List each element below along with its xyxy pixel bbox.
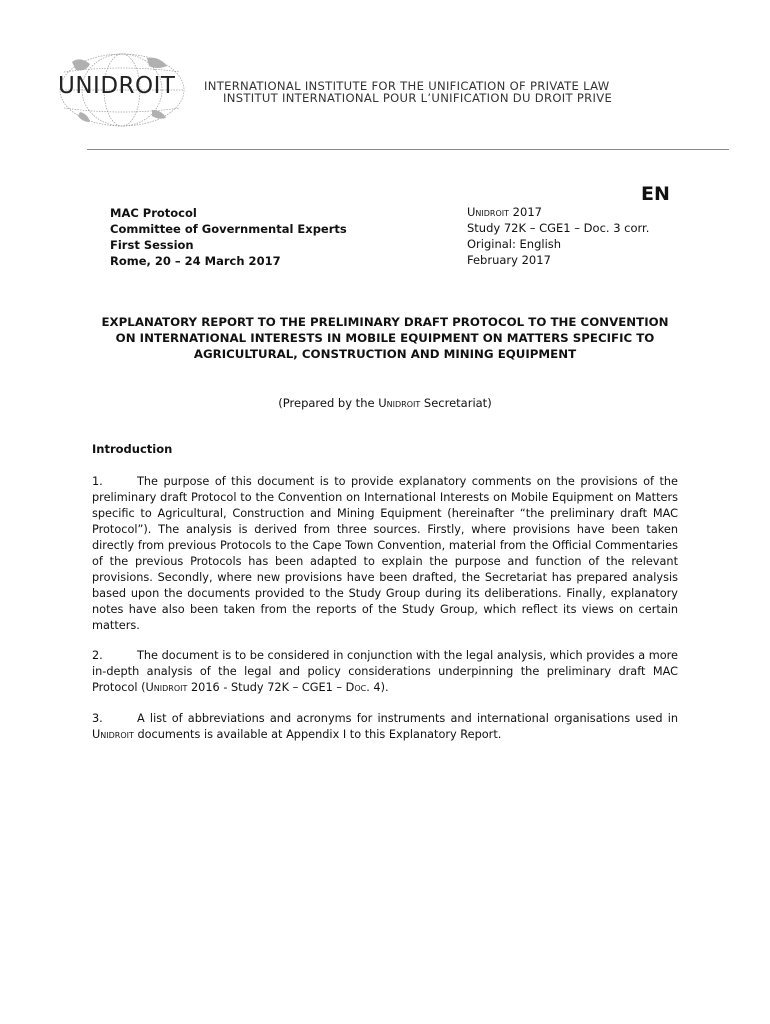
meeting-protocol: MAC Protocol [110, 206, 197, 220]
prepared-org: Unidroit [378, 396, 421, 410]
language-code: EN [641, 183, 670, 205]
doc-date: February 2017 [467, 253, 551, 267]
doc-org: Unidroit [467, 205, 510, 219]
header-divider [87, 149, 729, 150]
paragraph-text: The document is to be considered in conjunction with the legal analysis, which provides a more in-depth analysis of the legal and policy considerations underpinning the preliminary draft MAC Protocol ( [92, 649, 678, 694]
doc-study: Study 72K – CGE1 – Doc. 3 corr. [467, 221, 650, 235]
paragraph-org: Unidroit [145, 681, 188, 694]
meeting-place-date: Rome, 20 – 24 March 2017 [110, 254, 281, 268]
doc-original: Original: English [467, 237, 562, 251]
paragraph-number: 2. [92, 649, 103, 662]
paragraph-org: Unidroit [92, 728, 134, 741]
prepared-before: (Prepared by the [278, 396, 379, 410]
institute-name-en: INTERNATIONAL INSTITUTE FOR THE UNIFICATION OF PRIVATE LAW [204, 79, 610, 93]
meeting-info [110, 205, 347, 269]
paragraph-doc: Doc [345, 681, 367, 694]
paragraph-text: A list of abbreviations and acronyms for instruments and international organisations used in [137, 712, 678, 725]
paragraph-2 [92, 648, 678, 696]
logo-text: UNIDROIT [58, 73, 176, 99]
paragraph-text-end: . 4). [366, 681, 389, 694]
section-heading-introduction: Introduction [92, 442, 173, 456]
paragraph-text-end: documents is available at Appendix I to this Explanatory Report. [133, 728, 502, 741]
paragraph-text: The purpose of this document is to provide explanatory comments on the provisions of the preliminary draft Protocol to the Convention on International Interests on Mobile Equipment on Matters specific to Agricultural, Construction and Mining Equipment (hereinafter “the preliminary draft MAC Protocol”). The analysis is derived from three sources. Firstly, where provisions have been taken directly from previous Protocols to the Cape Town Convention, material from the Official Commentaries of the previous Protocols has been adapted to explain the purpose and function of the relevant provisions. Secondly, where new provisions have been drafted, the Secretariat has prepared analysis based upon the documents provided to the Study Group during its deliberations. Finally, explanatory notes have also been taken from the reports of the Study Group, which reflect its views on certain matters. [92, 475, 678, 632]
institute-name [204, 80, 612, 104]
doc-org-year [467, 204, 649, 220]
doc-year: 2017 [509, 205, 542, 219]
document-reference [467, 204, 649, 268]
paragraph-1 [92, 474, 678, 634]
prepared-by [92, 396, 678, 410]
document-title: EXPLANATORY REPORT TO THE PRELIMINARY DRAFT PROTOCOL TO THE CONVENTION ON INTERNATIONAL INTERESTS IN MOBILE EQUIPMENT ON MATTERS SPECIFIC TO AGRICULTURAL, CONSTRUCTION AND MINING EQUIPMENT [101, 315, 669, 361]
paragraph-number: 1. [92, 475, 103, 488]
paragraph-number: 3. [92, 712, 103, 725]
paragraph-text-mid: 2016 - Study 72K – CGE1 – [187, 681, 346, 694]
paragraph-3 [92, 711, 678, 743]
meeting-committee: Committee of Governmental Experts [110, 222, 347, 236]
prepared-after: Secretariat) [420, 396, 492, 410]
meeting-session: First Session [110, 238, 194, 252]
institute-name-fr: INSTITUT INTERNATIONAL POUR L’UNIFICATION DU DROIT PRIVE [223, 91, 613, 105]
